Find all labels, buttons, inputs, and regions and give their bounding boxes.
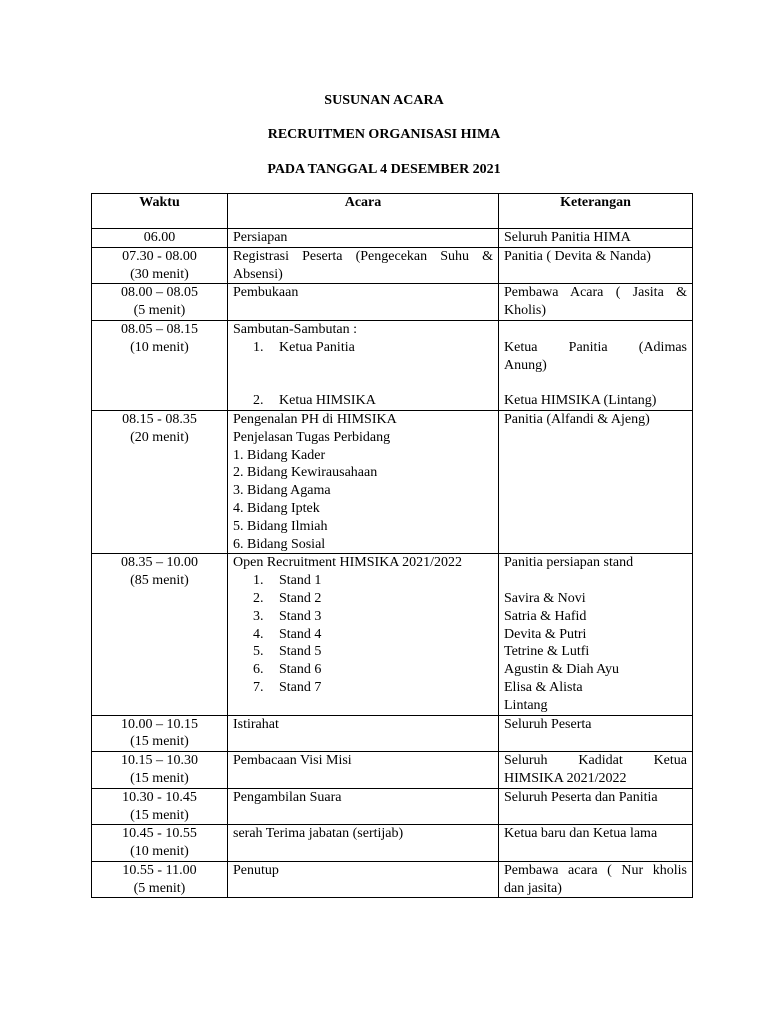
cell-acara <box>228 825 499 862</box>
cell-waktu <box>92 554 228 715</box>
numbered-item <box>233 608 493 626</box>
keterangan-text: Lintang <box>504 697 548 713</box>
waktu-time: 08.15 - 08.35 <box>122 411 197 427</box>
cell-waktu <box>92 825 228 862</box>
column-header-waktu: Waktu <box>92 194 228 229</box>
cell-keterangan <box>499 247 693 284</box>
item-number: 3. <box>253 608 264 624</box>
waktu-duration: (10 menit) <box>130 844 189 860</box>
heading-date: PADA TANGGAL 4 DESEMBER 2021 <box>267 162 501 177</box>
heading-subtitle: RECRUITMEN ORGANISASI HIMA <box>267 127 501 142</box>
keterangan-text: Panitia ( Devita & Nanda) <box>504 248 651 264</box>
acara-text: 6. Bidang Sosial <box>233 536 326 552</box>
acara-text: Persiapan <box>233 230 288 245</box>
cell-keterangan <box>499 284 693 321</box>
acara-text: Istirahat <box>233 716 279 732</box>
acara-title: Sambutan-Sambutan : <box>233 321 358 337</box>
waktu-duration: (15 menit) <box>130 807 189 823</box>
acara-text: 3. Bidang Agama <box>233 483 331 499</box>
cell-keterangan <box>499 554 693 715</box>
waktu-time: 10.55 - 11.00 <box>122 862 197 878</box>
cell-keterangan <box>499 320 693 410</box>
numbered-item <box>233 572 493 590</box>
keterangan-text: Agustin & Diah Ayu <box>504 662 619 678</box>
keterangan-title: Panitia persiapan stand <box>504 555 634 571</box>
acara-text: serah Terima jabatan (sertijab) <box>233 826 404 842</box>
acara-text: Penutup <box>233 862 279 878</box>
cell-acara <box>228 410 499 553</box>
numbered-item <box>233 626 493 644</box>
waktu-duration: (20 menit) <box>130 429 189 445</box>
cell-acara <box>228 247 499 284</box>
acara-text: Pembacaan Visi Misi <box>233 753 352 769</box>
waktu-time: 10.45 - 10.55 <box>122 826 197 842</box>
keterangan-text: Seluruh Panitia HIMA <box>504 230 631 245</box>
waktu-time: 06.00 <box>143 230 176 245</box>
item-number: 7. <box>253 679 264 695</box>
item-text: Ketua HIMSIKA <box>279 393 376 409</box>
item-number: 2. <box>253 393 264 409</box>
item-text: Stand 5 <box>279 644 322 660</box>
keterangan-text: Elisa & Alista <box>504 679 583 695</box>
schedule-table <box>91 193 693 898</box>
keterangan-text: Panitia (Alfandi & Ajeng) <box>504 411 650 427</box>
item-number: 2. <box>253 590 264 606</box>
item-text: Ketua Panitia <box>279 339 355 355</box>
waktu-time: 10.00 – 10.15 <box>121 716 198 732</box>
keterangan-text: Seluruh Peserta <box>504 716 592 732</box>
heading-title: SUSUNAN ACARA <box>324 93 444 108</box>
table-header-row <box>92 194 693 229</box>
cell-acara <box>228 861 499 898</box>
cell-acara <box>228 320 499 410</box>
table-row <box>92 788 693 825</box>
cell-keterangan <box>499 752 693 789</box>
item-number: 4. <box>253 626 264 642</box>
waktu-time: 08.05 – 08.15 <box>121 321 198 337</box>
item-text: Stand 6 <box>279 662 322 678</box>
acara-text: 4. Bidang Iptek <box>233 500 320 516</box>
item-text: Stand 4 <box>279 626 322 642</box>
cell-waktu <box>92 788 228 825</box>
numbered-item <box>233 679 493 697</box>
item-text: Stand 3 <box>279 608 322 624</box>
item-number: 5. <box>253 644 264 660</box>
cell-acara <box>228 788 499 825</box>
table-row <box>92 825 693 862</box>
cell-acara <box>228 715 499 752</box>
keterangan-text: Kholis) <box>504 303 546 319</box>
waktu-duration: (5 menit) <box>133 880 186 896</box>
waktu-duration: (85 menit) <box>130 573 189 589</box>
table-row <box>92 229 693 248</box>
keterangan-text: Devita & Putri <box>504 626 587 642</box>
numbered-item <box>233 392 493 410</box>
waktu-duration: (10 menit) <box>130 339 189 355</box>
acara-text: Pengenalan PH di HIMSIKA <box>233 411 397 427</box>
numbered-item <box>233 590 493 608</box>
item-number: 1. <box>253 339 264 355</box>
table-row <box>92 715 693 752</box>
table-row <box>92 752 693 789</box>
cell-waktu <box>92 229 228 248</box>
item-text: Stand 7 <box>279 679 322 695</box>
acara-text: Pengambilan Suara <box>233 789 342 805</box>
waktu-time: 10.30 - 10.45 <box>122 789 197 805</box>
keterangan-text: Tetrine & Lutfi <box>504 644 590 660</box>
keterangan-text: Savira & Novi <box>504 590 586 606</box>
item-text: Stand 1 <box>279 573 322 589</box>
item-text: Stand 2 <box>279 590 322 606</box>
keterangan-text: Seluruh Kadidat Ketua <box>504 753 687 769</box>
table-row <box>92 554 693 715</box>
keterangan-text: Pembawa Acara ( Jasita & <box>504 285 687 301</box>
cell-waktu <box>92 715 228 752</box>
keterangan-text: dan jasita) <box>504 880 562 896</box>
table-row <box>92 247 693 284</box>
cell-acara <box>228 752 499 789</box>
table-row <box>92 284 693 321</box>
numbered-item <box>233 643 493 661</box>
waktu-duration: (15 menit) <box>130 734 189 750</box>
numbered-item <box>233 339 493 357</box>
item-number: 6. <box>253 662 264 678</box>
cell-waktu <box>92 410 228 553</box>
keterangan-text: Ketua HIMSIKA (Lintang) <box>504 393 657 409</box>
waktu-time: 10.15 – 10.30 <box>121 753 198 769</box>
numbered-item <box>233 661 493 679</box>
cell-keterangan <box>499 825 693 862</box>
column-header-keterangan: Keterangan <box>499 194 693 229</box>
waktu-duration: (5 menit) <box>133 303 186 319</box>
cell-keterangan <box>499 861 693 898</box>
waktu-time: 08.00 – 08.05 <box>121 285 198 301</box>
cell-waktu <box>92 861 228 898</box>
table-row <box>92 861 693 898</box>
cell-keterangan <box>499 229 693 248</box>
keterangan-text: Ketua baru dan Ketua lama <box>504 826 658 842</box>
cell-waktu <box>92 752 228 789</box>
cell-keterangan <box>499 715 693 752</box>
acara-text: Registrasi Peserta (Pengecekan Suhu & <box>233 248 493 264</box>
acara-text: 5. Bidang Ilmiah <box>233 518 328 534</box>
keterangan-text: Seluruh Peserta dan Panitia <box>504 789 658 805</box>
waktu-duration: (15 menit) <box>130 770 189 786</box>
acara-text: Penjelasan Tugas Perbidang <box>233 429 391 445</box>
cell-keterangan <box>499 788 693 825</box>
acara-text: Absensi) <box>233 266 283 282</box>
table-row <box>92 320 693 410</box>
cell-acara <box>228 229 499 248</box>
waktu-time: 07.30 - 08.00 <box>122 248 197 264</box>
waktu-time: 08.35 – 10.00 <box>121 555 198 571</box>
table-row <box>92 410 693 553</box>
cell-waktu <box>92 247 228 284</box>
acara-text: 2. Bidang Kewirausahaan <box>233 465 378 481</box>
acara-text: 1. Bidang Kader <box>233 447 326 463</box>
acara-text: Pembukaan <box>233 285 299 301</box>
acara-title: Open Recruitment HIMSIKA 2021/2022 <box>233 555 463 571</box>
keterangan-text: Pembawa acara ( Nur kholis <box>504 862 687 878</box>
item-number: 1. <box>253 573 264 589</box>
keterangan-text: Ketua Panitia (Adimas <box>504 339 687 355</box>
cell-keterangan <box>499 410 693 553</box>
keterangan-text: Satria & Hafid <box>504 608 587 624</box>
cell-acara <box>228 284 499 321</box>
cell-waktu <box>92 320 228 410</box>
column-header-acara: Acara <box>228 194 499 229</box>
cell-acara <box>228 554 499 715</box>
keterangan-text: HIMSIKA 2021/2022 <box>504 770 627 786</box>
cell-waktu <box>92 284 228 321</box>
keterangan-text: Anung) <box>504 357 547 373</box>
waktu-duration: (30 menit) <box>130 266 189 282</box>
